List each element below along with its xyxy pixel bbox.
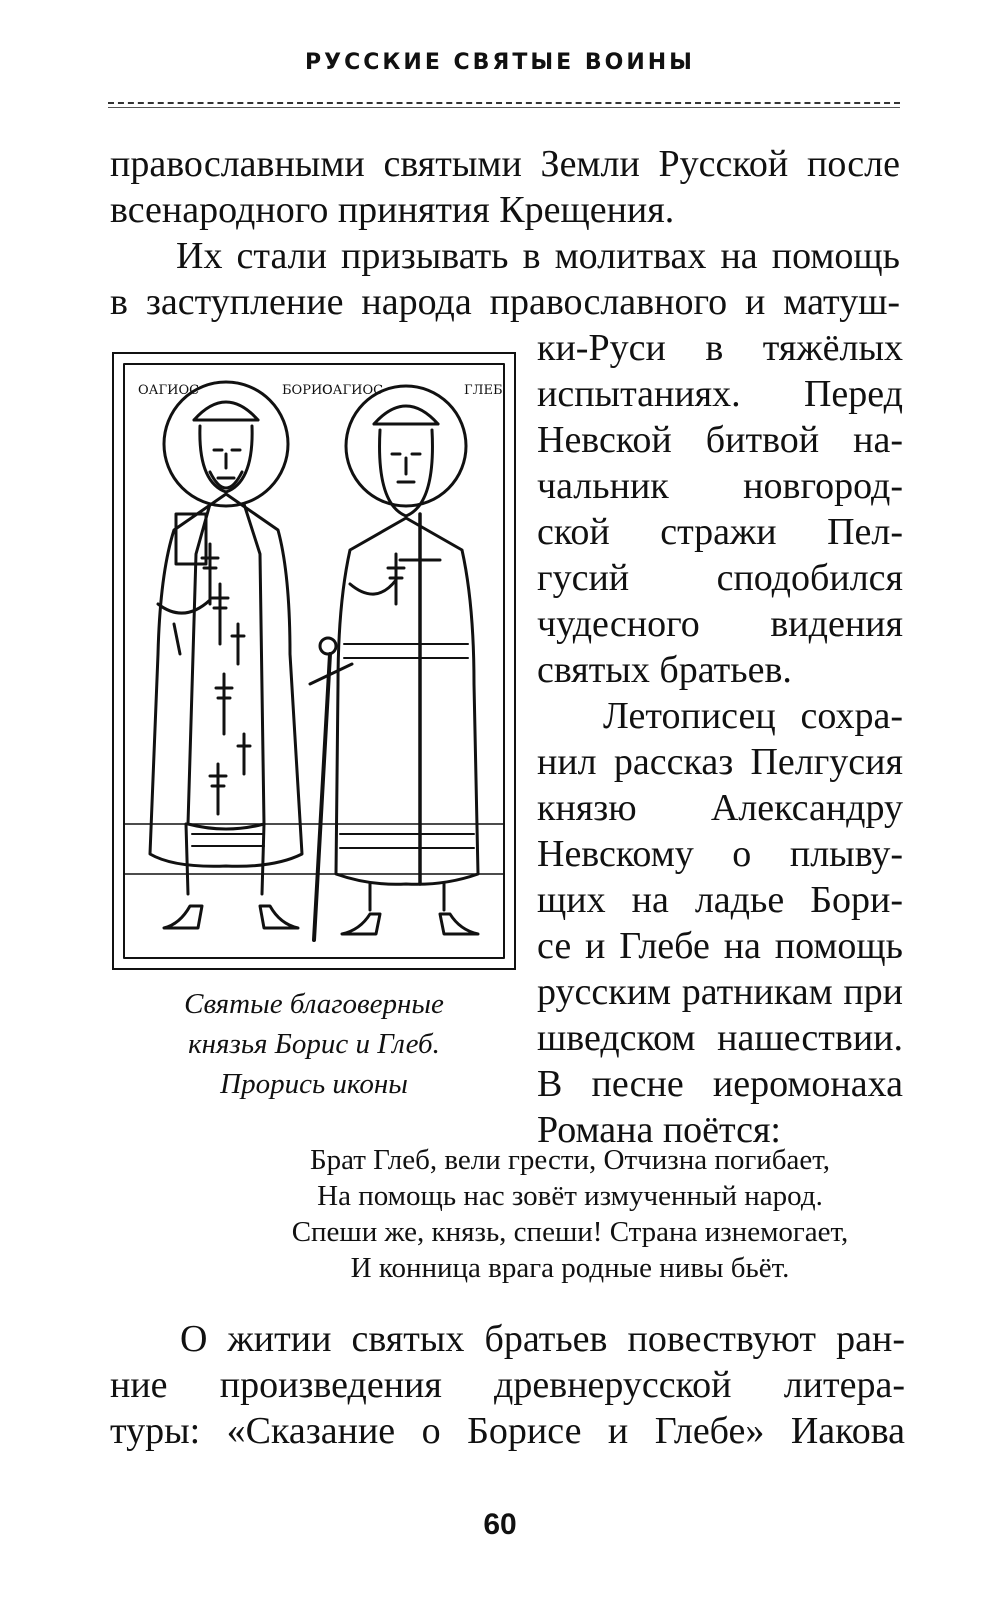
inscription-boris-name: БОРИС — [282, 383, 333, 398]
page-number: 60 — [483, 1508, 517, 1541]
inscription-left-gleb: ОАГИОС — [322, 383, 384, 398]
text-line: князю Александру — [537, 787, 903, 829]
poem-line: Брат Глеб, вели грести, Отчизна погибает, — [309, 1144, 831, 1176]
paragraph-1 — [110, 141, 900, 233]
text-line: В песне иеромонаха — [537, 1063, 903, 1105]
text-line: туры: «Сказание о Борисе и Глебе» Иакова — [110, 1410, 905, 1452]
running-head: РУССКИЕ СВЯТЫЕ ВОИНЫ — [305, 50, 695, 75]
paragraph-2 — [110, 233, 900, 325]
text-line: святых братьев. — [537, 649, 792, 691]
text-line: в заступление народа православного и матуш- — [110, 281, 900, 323]
caption-line: Прорись иконы — [220, 1068, 408, 1100]
text-line: щих на ладье Бори- — [537, 879, 903, 921]
text-line: православными святыми Земли Русской после — [110, 143, 900, 185]
paragraph-4 — [110, 1316, 905, 1454]
figure-gleb — [336, 386, 478, 934]
text-line: Невскому о плыву- — [537, 833, 903, 875]
text-line: гусий сподобился — [537, 557, 903, 599]
text-line: чудесного видения — [537, 603, 903, 645]
poem-line: На помощь нас зовёт измученный народ. — [317, 1180, 823, 1212]
poem-line: Спеши же, князь, спеши! Страна изнемогает, — [291, 1216, 849, 1248]
text-line: чальник новгород- — [537, 465, 903, 507]
text-line: Невской битвой на- — [537, 419, 903, 461]
poem-line: И конница врага родные нивы бьёт. — [350, 1252, 790, 1284]
poem-quote — [200, 1142, 940, 1286]
inscription-left-boris: ОАГИОС — [138, 383, 200, 398]
text-line: нил рассказ Пелгусия — [537, 741, 903, 783]
text-line: ской стражи Пел- — [537, 511, 903, 553]
icon-drawing — [114, 354, 514, 968]
text-line: ки-Руси в тяжёлых — [537, 327, 903, 369]
text-line: испытаниях. Перед — [537, 373, 903, 415]
text-line: Летописец сохра- — [603, 695, 903, 737]
header-rule — [108, 102, 900, 104]
header-rule-secondary — [108, 107, 900, 108]
caption-line: Святые благоверные — [184, 988, 444, 1020]
text-line: русским ратникам при — [537, 971, 903, 1013]
paragraph-3-wrapped — [537, 325, 903, 1153]
text-line: всенародного принятия Крещения. — [110, 189, 675, 231]
figure-caption — [112, 984, 516, 1104]
figure-boris — [150, 382, 352, 940]
text-line: О житии святых братьев повествуют ран- — [180, 1318, 905, 1360]
text-line: Романа поётся: — [537, 1109, 781, 1151]
inscription-gleb-name: ГЛЕБ — [464, 383, 503, 398]
caption-line: князья Борис и Глеб. — [188, 1028, 440, 1060]
text-line: ние произведения древнерусской литера- — [110, 1364, 905, 1406]
text-line: Их стали призывать в молитвах на помощь — [176, 235, 900, 277]
text-line: шведском нашествии. — [537, 1017, 903, 1059]
icon-illustration — [112, 352, 516, 970]
text-line: се и Глебе на помощь — [537, 925, 903, 967]
